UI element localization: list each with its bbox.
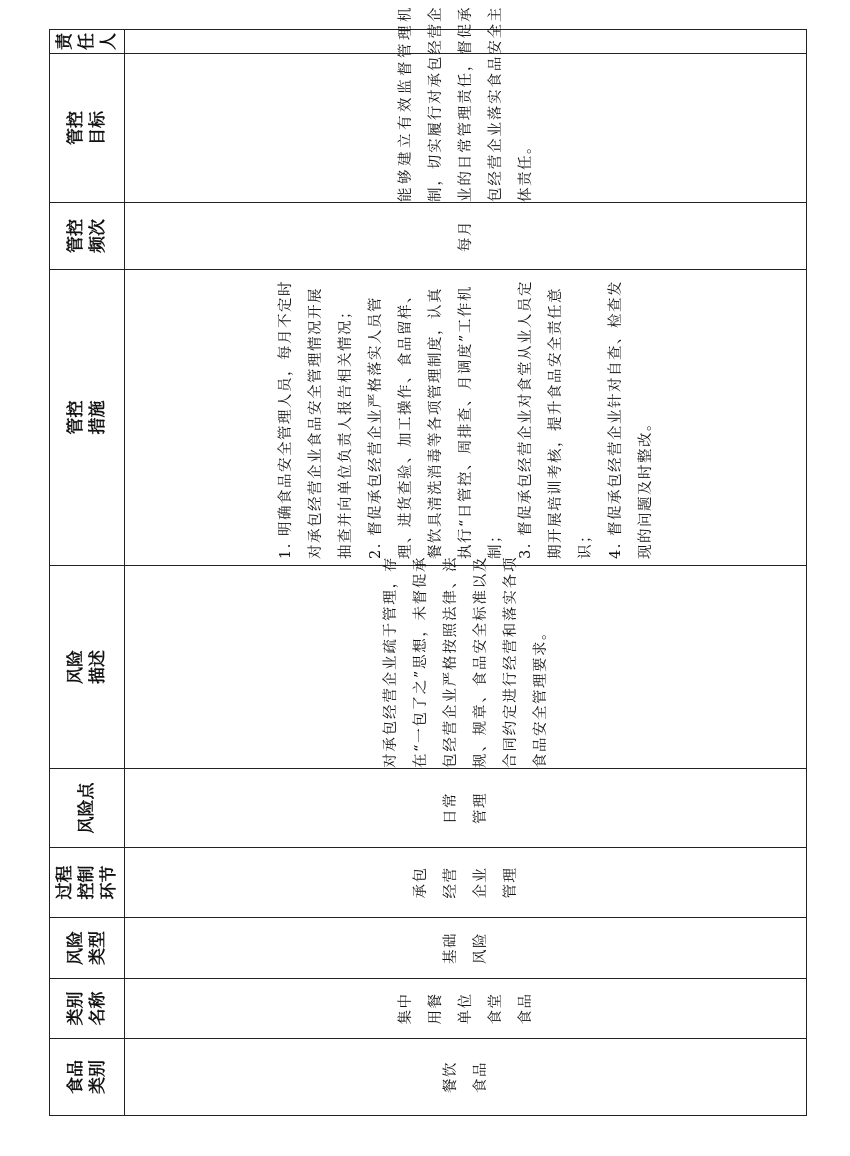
cell-category-name: 集中 用餐 单位 食堂 食品 — [125, 979, 807, 1039]
header-responsible: 责任 人 — [50, 30, 125, 54]
header-measures: 管控 措施 — [50, 270, 125, 566]
header-row — [50, 30, 125, 1116]
measure-item: 1. 明确食品安全管理人员，每月不定时对承包经营企业食品安全管理情况开展抽查并向单位负责人报告相关情况； — [277, 280, 354, 559]
measure-item: 4. 督促承包经营企业针对自查、检查发现的问题及时整改。 — [607, 280, 654, 559]
header-risk-type: 风险 类型 — [50, 918, 125, 979]
header-process: 过程 控制 环节 — [50, 848, 125, 918]
cell-process: 承包 经营 企业 管理 — [125, 848, 807, 918]
risk-control-table — [49, 6, 807, 1116]
cell-risk-type: 基础 风险 — [125, 918, 807, 979]
cell-risk-point: 日常 管理 — [125, 769, 807, 848]
cell-target: 能够建立有效监督管理机制，切实履行对承包经营企业的日常管理责任，督促承包经营企业落实食品安全主体责任。 — [125, 54, 807, 203]
header-risk-desc: 风险 描述 — [50, 566, 125, 769]
cell-measures — [125, 270, 807, 566]
header-food-category: 食品 类别 — [50, 1039, 125, 1116]
header-risk-point: 风险点 — [50, 769, 125, 848]
measure-item: 3. 督促承包经营企业对食堂从业人员定期开展培训考核，提升食品安全责任意识； — [517, 280, 594, 559]
header-category-name: 类别 名称 — [50, 979, 125, 1039]
cell-risk-desc: 对承包经营企业疏于管理，存在“一包了之”思想，未督促承包经营企业严格按照法律、法规、规章、食品安全标准以及合同约定进行经营和落实各项食品安全管理要求。 — [125, 566, 807, 769]
cell-food-category: 餐饮 食品 — [125, 1039, 807, 1116]
rotated-page — [49, 6, 807, 1116]
content-row — [125, 30, 807, 1116]
measure-item: 2. 督促承包经营企业严格落实人员管理、进货查验、加工操作、食品留样、餐饮具清洗消毒等各项管理制度，认真执行“日管控、周排查、月调度”工作机制； — [367, 285, 504, 559]
cell-frequency: 每月 — [125, 203, 807, 270]
header-target: 管控 目标 — [50, 54, 125, 203]
header-frequency: 管控 频次 — [50, 203, 125, 270]
